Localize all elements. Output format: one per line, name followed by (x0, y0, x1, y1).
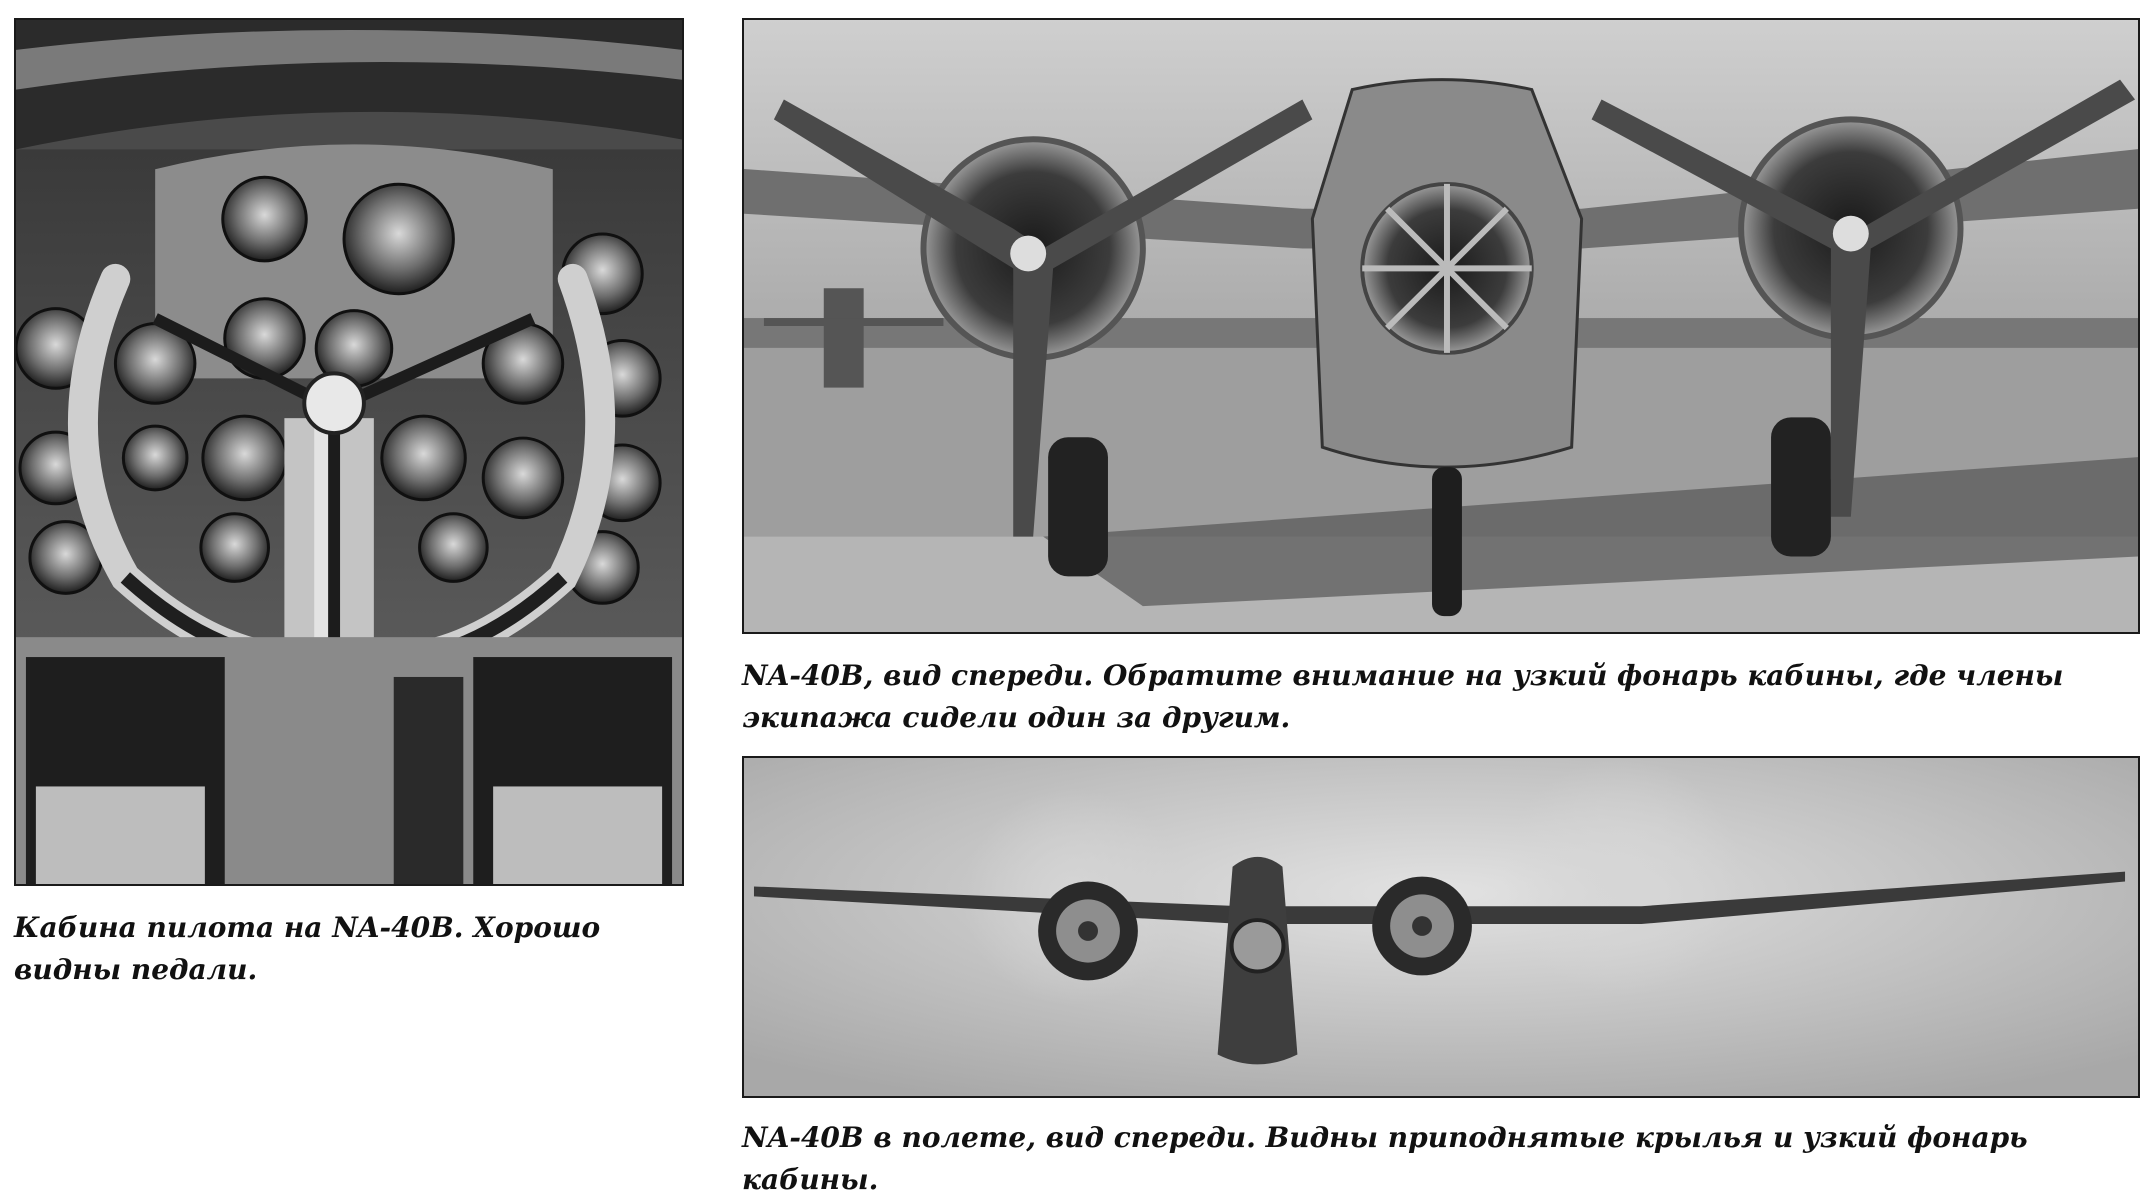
front-ground-caption: NA-40B, вид спереди. Обратите внимание на узкий фонарь кабины, где члены экипажа сидели один за другим. (742, 659, 2064, 734)
cockpit-caption: Кабина пилота на NA-40B. Хорошо видны педали. (14, 911, 601, 986)
cockpit-photo-icon (16, 20, 682, 884)
cockpit-photo (14, 18, 684, 886)
aircraft-in-flight-photo-icon (744, 758, 2138, 1096)
front-flight-photo (742, 756, 2140, 1098)
front-ground-photo (742, 18, 2140, 634)
aircraft-front-ground-photo-icon (744, 20, 2138, 632)
front-flight-caption: NA-40B в полете, вид спереди. Видны приподнятые крылья и узкий фонарь кабины. (742, 1121, 2028, 1196)
